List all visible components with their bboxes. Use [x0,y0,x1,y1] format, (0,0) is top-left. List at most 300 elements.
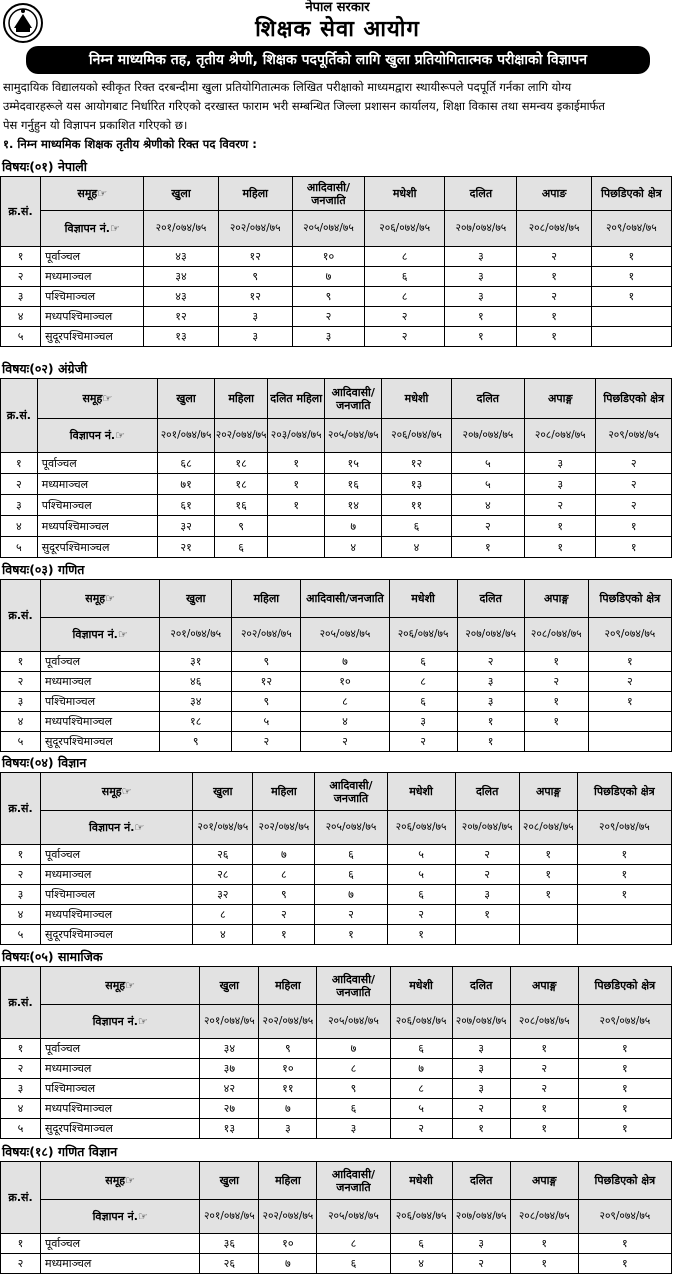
vacancy-count: ८ [389,672,457,692]
vacancy-count [577,905,671,925]
ad-number-row [1,419,672,453]
vacancy-count: ४ [382,537,451,558]
serial-number: १ [1,1039,41,1059]
ad-number: २०२/०७४/७५ [253,811,315,845]
vacancy-count: १ [577,885,671,905]
vacancy-count: १ [578,1099,671,1119]
table-row [1,885,672,905]
vacancy-count: ३ [317,1119,390,1139]
vacancy-count: ३४ [144,267,218,287]
category-header: महिला [215,379,268,419]
vacancy-count: १० [259,1234,317,1254]
vacancy-count: ६ [389,652,457,672]
vacancy-count: २ [455,845,519,865]
vacancy-count: ४३ [144,247,218,267]
ad-number: २०१/०७४/७५ [144,211,218,247]
vacancy-count: ६ [315,865,387,885]
vacancy-count: १ [510,1254,578,1274]
vacancy-count: ४ [193,925,253,945]
ad-number: २०५/०७४/७५ [325,419,382,453]
vacancy-count: २ [452,1254,510,1274]
ad-number-label: विज्ञापन नं.☞ [41,1005,200,1039]
vacancy-count: ९ [215,516,268,537]
vacancy-count: २ [596,495,672,516]
category-header: पिछडिएको क्षेत्र [596,379,672,419]
vacancy-count: २६ [193,845,253,865]
subject-section [0,754,675,945]
vacancy-count: ३ [445,247,517,267]
ad-number: २०६/०७४/७५ [365,211,445,247]
vacancy-count: ६ [390,1039,452,1059]
ad-number: २०७/०७४/७५ [445,211,517,247]
ad-number: २०८/०७४/७५ [519,811,577,845]
page-header [0,0,675,46]
vacancy-count: १ [588,652,671,672]
vacancy-count: ३१ [160,652,232,672]
header-row [1,773,672,811]
ad-number-row [1,1005,672,1039]
vacancy-count: १८ [215,474,268,495]
ad-number: २०९/०७४/७५ [596,419,672,453]
ad-number: २०१/०७४/७५ [160,618,232,652]
header-row [1,580,672,618]
vacancy-count: ३ [525,474,596,495]
region-name: सुदूरपश्चिमाञ्चल [37,537,157,558]
vacancy-count: ३ [457,692,524,712]
ad-number: २०१/०७४/७५ [200,1200,259,1234]
serial-number: ३ [1,495,38,516]
serial-number: २ [1,1059,41,1079]
serial-number: ४ [1,712,41,732]
region-name: मध्यमाञ्चल [41,267,144,287]
serial-number: २ [1,1254,41,1274]
vacancy-count: १२ [144,307,218,327]
serial-number: ४ [1,307,41,327]
region-name: मध्यपश्चिमाञ्चल [37,516,157,537]
subject-section [0,948,675,1139]
vacancy-count: १८ [215,453,268,474]
vacancy-table [0,378,672,558]
vacancy-count: २६ [200,1254,259,1274]
vacancy-count: १ [268,453,325,474]
vacancy-count: ८ [253,865,315,885]
region-name: पश्चिमाञ्चल [41,1079,200,1099]
serial-number: २ [1,865,41,885]
vacancy-count: ६ [382,516,451,537]
vacancy-count: १२ [232,672,301,692]
group-header: समूह☞ [41,1162,200,1200]
vacancy-count: ९ [160,732,232,752]
region-name: पश्चिमाञ्चल [41,885,193,905]
category-header: मधेशी [390,1162,452,1200]
vacancy-count: ४२ [200,1079,259,1099]
region-name: सुदूरपश्चिमाञ्चल [41,1119,200,1139]
region-name: पूर्वाञ्चल [41,1234,200,1254]
serial-number: ५ [1,925,41,945]
category-header: खुला [144,177,218,211]
vacancy-count: ३ [452,1234,510,1254]
category-header: दलित [452,967,510,1005]
vacancy-count: ३ [292,327,364,347]
category-header: दलित [445,177,517,211]
vacancy-count [588,732,671,752]
vacancy-count: ६८ [158,453,215,474]
vacancy-count: ८ [390,1079,452,1099]
vacancy-count: १३ [200,1119,259,1139]
ad-number: २०८/०७४/७५ [510,1005,578,1039]
ad-number: २०१/०७४/७५ [158,419,215,453]
vacancy-count: ५ [232,712,301,732]
vacancy-count: १ [578,1254,671,1274]
vacancy-table [0,1161,672,1274]
vacancy-count: २ [455,865,519,885]
vacancy-count: १६ [215,495,268,516]
serial-number: २ [1,267,41,287]
table-row [1,327,672,347]
table-row [1,1099,672,1119]
vacancy-count: १ [457,732,524,752]
vacancy-count: ३ [457,672,524,692]
vacancy-count: ३ [525,453,596,474]
table-row [1,307,672,327]
ad-number: २०७/०७४/७५ [452,1005,510,1039]
vacancy-count: ६ [390,1234,452,1254]
ad-number: २०३/०७४/७५ [268,419,325,453]
vacancy-count: १ [578,1039,671,1059]
vacancy-count: ६ [215,537,268,558]
serial-number: ५ [1,327,41,347]
vacancy-count: ३६ [200,1234,259,1254]
vacancy-count: ८ [365,287,445,307]
ad-number: २०५/०७४/७५ [317,1005,390,1039]
vacancy-count: १ [525,516,596,537]
subject-title: विषयः(०१) नेपाली [2,159,87,174]
vacancy-count: २ [365,327,445,347]
table-row [1,652,672,672]
subject-title: विषयः(०५) सामाजिक [2,949,103,964]
vacancy-count: ९ [232,692,301,712]
vacancy-count: १ [578,1234,671,1254]
ad-number-row [1,1200,672,1234]
category-header: महिला [259,967,317,1005]
serial-number: ४ [1,516,38,537]
vacancy-count [524,732,588,752]
table-row [1,453,672,474]
vacancy-table [0,579,672,752]
vacancy-count: २ [452,1099,510,1119]
ad-number: २०८/०७४/७५ [510,1200,578,1234]
category-header: आदिवासी/जनजाति [317,1162,390,1200]
ad-number: २०६/०७४/७५ [382,419,451,453]
region-name: सुदूरपश्चिमाञ्चल [41,732,160,752]
region-name: पश्चिमाञ्चल [41,287,144,307]
vacancy-count: १२ [218,287,292,307]
vacancy-count: ४ [301,712,389,732]
vacancy-count: १ [577,845,671,865]
region-name: मध्यपश्चिमाञ्चल [41,712,160,732]
vacancy-count: १ [510,1119,578,1139]
serial-header: क्र.सं. [1,177,41,247]
serial-header: क्र.सं. [1,773,41,845]
subject-section [0,561,675,752]
category-header: आदिवासी/जनजाति [301,580,389,618]
notice-banner: निम्न माध्यमिक तह, तृतीय श्रेणी, शिक्षक पदपूर्तिको लागि खुला प्रतियोगितात्मक परीक्षाको विज्ञापन [26,46,650,74]
table-row [1,474,672,495]
vacancy-count: ११ [259,1079,317,1099]
vacancy-count: ७ [390,1059,452,1079]
vacancy-count: १ [578,1079,671,1099]
category-header: दलित [452,1162,510,1200]
vacancy-count: २ [596,474,672,495]
vacancy-count: ५ [387,865,455,885]
vacancy-count: २७ [200,1099,259,1119]
vacancy-count: ३ [452,1079,510,1099]
vacancy-count: ६ [387,885,455,905]
vacancy-count: ८ [317,1234,390,1254]
table-row [1,537,672,558]
category-header: आदिवासी/जनजाति [325,379,382,419]
vacancy-count: १ [517,267,591,287]
vacancy-count: ६ [315,845,387,865]
ad-number-label: विज्ञापन नं.☞ [41,211,144,247]
ad-number: २०९/०७४/७५ [577,811,671,845]
table-row [1,1079,672,1099]
ad-number: २०७/०७४/७५ [455,811,519,845]
vacancy-count: १ [588,692,671,712]
table-row [1,516,672,537]
group-header: समूह☞ [41,967,200,1005]
table-row [1,845,672,865]
category-header: पिछडिएको क्षेत्र [577,773,671,811]
vacancy-count: ३ [218,327,292,347]
vacancy-count: १२ [218,247,292,267]
vacancy-count: ७ [259,1254,317,1274]
vacancy-count: ७ [325,516,382,537]
vacancy-count: १ [596,537,672,558]
vacancy-count: १ [591,287,671,307]
vacancy-count: ३ [218,307,292,327]
subject-section [0,158,675,347]
category-header: आदिवासी/जनजाति [315,773,387,811]
vacancy-count: १ [577,865,671,885]
serial-header: क्र.सं. [1,967,41,1039]
vacancy-count: ४ [451,495,524,516]
vacancy-count: २ [387,905,455,925]
region-name: मध्यमाञ्चल [37,474,157,495]
category-header: पिछडिएको क्षेत्र [591,177,671,211]
ad-number-label: विज्ञापन नं.☞ [41,811,193,845]
table-row [1,732,672,752]
table-row [1,865,672,885]
vacancy-count: १ [253,925,315,945]
serial-number: ३ [1,287,41,307]
ad-number: २०२/०७४/७५ [215,419,268,453]
intro-line: पेस गर्नुहुन यो विज्ञापन प्रकाशित गरिएको छ। [3,118,188,132]
serial-number: ४ [1,1099,41,1119]
serial-number: ५ [1,537,38,558]
vacancy-count: २ [525,495,596,516]
vacancy-count: २ [365,307,445,327]
category-header: खुला [200,967,259,1005]
intro-line: सामुदायिक विद्यालयको स्वीकृत रिक्त दरबन्दीमा खुला प्रतियोगितात्मक लिखित परीक्षाको माध्यमद्वारा स्थायीरूपले पदपूर्ति गर्नका लागि योग्य [3,80,572,94]
region-name: पूर्वाञ्चल [41,1039,200,1059]
header-row [1,379,672,419]
vacancy-count: १० [301,672,389,692]
vacancy-count: १० [259,1059,317,1079]
vacancy-count: २ [596,453,672,474]
category-header: अपाङ्ग [524,580,588,618]
category-header: महिला [232,580,301,618]
header-row [1,177,672,211]
serial-number: १ [1,453,38,474]
category-header: अपाङ्ग [510,967,578,1005]
vacancy-count: १ [452,1119,510,1139]
vacancy-count: ६ [317,1099,390,1119]
vacancy-count: १२ [382,453,451,474]
subject-section [0,1143,675,1274]
vacancy-count: ३ [389,712,457,732]
vacancy-count: १ [524,712,588,732]
vacancy-count: ५ [390,1099,452,1119]
table-row [1,495,672,516]
category-header: दलित [455,773,519,811]
vacancy-count [591,307,671,327]
ad-number: २०९/०७४/७५ [588,618,671,652]
ad-number: २०५/०७४/७५ [301,618,389,652]
group-header: समूह☞ [41,177,144,211]
vacancy-count: २ [389,732,457,752]
serial-number: ५ [1,732,41,752]
ad-number: २०८/०७४/७५ [517,211,591,247]
table-row [1,247,672,267]
group-header: समूह☞ [37,379,157,419]
vacancy-count: १ [455,905,519,925]
serial-number: २ [1,474,38,495]
ad-number: २०९/०७४/७५ [578,1005,671,1039]
table-row [1,267,672,287]
category-header: मधेशी [365,177,445,211]
vacancy-count: ६ [317,1254,390,1274]
vacancy-count: १ [510,1234,578,1254]
vacancy-count: २ [315,905,387,925]
region-name: मध्यमाञ्चल [41,1059,200,1079]
serial-header: क्र.सं. [1,1162,41,1234]
vacancy-count [519,905,577,925]
serial-number: ५ [1,1119,41,1139]
vacancy-count: ५ [387,845,455,865]
vacancy-count: २ [301,732,389,752]
table-row [1,1254,672,1274]
table-row [1,692,672,712]
vacancy-count: १ [524,692,588,712]
serial-number: ३ [1,692,41,712]
header-row [1,967,672,1005]
region-name: पूर्वाञ्चल [41,652,160,672]
ad-number-row [1,211,672,247]
vacancy-count: ८ [193,905,253,925]
vacancy-count: ४ [325,537,382,558]
vacancy-count: ९ [259,1039,317,1059]
vacancy-count: ९ [292,287,364,307]
vacancy-count: २१ [158,537,215,558]
vacancy-count: २ [517,247,591,267]
vacancy-count: १५ [325,453,382,474]
vacancy-count: १ [445,327,517,347]
vacancy-count: १ [517,327,591,347]
table-row [1,712,672,732]
ad-number: २०६/०७४/७५ [387,811,455,845]
vacancy-count: ३ [445,267,517,287]
vacancy-table [0,176,672,347]
serial-number: ४ [1,905,41,925]
vacancy-count [591,327,671,347]
vacancy-count: २ [253,905,315,925]
category-header: अपाङ [517,177,591,211]
region-name: मध्यपश्चिमाञ्चल [41,307,144,327]
government-name: नेपाल सरकार [305,0,370,15]
vacancy-count: ४३ [144,287,218,307]
vacancy-count: २ [390,1119,452,1139]
vacancy-count: ३२ [193,885,253,905]
ad-number: २०६/०७४/७५ [389,618,457,652]
serial-number: १ [1,845,41,865]
vacancy-count: १ [451,537,524,558]
table-row [1,905,672,925]
intro-paragraph [3,78,671,154]
category-header: खुला [200,1162,259,1200]
vacancy-table [0,772,672,945]
category-header: आदिवासी/जनजाति [292,177,364,211]
vacancy-count [268,516,325,537]
ad-number: २०६/०७४/७५ [390,1200,452,1234]
serial-number: ३ [1,885,41,905]
vacancy-count: ८ [301,692,389,712]
table-row [1,672,672,692]
category-header: दलित [451,379,524,419]
vacancy-count: १ [517,307,591,327]
ad-number: २०२/०७४/७५ [232,618,301,652]
table-row [1,1039,672,1059]
category-header: मधेशी [387,773,455,811]
vacancy-count: ५ [451,453,524,474]
category-header: अपाङ्ग [525,379,596,419]
vacancy-count: ९ [253,885,315,905]
ad-number: २०२/०७४/७५ [259,1200,317,1234]
vacancy-count: १ [519,845,577,865]
ad-number: २०५/०७४/७५ [315,811,387,845]
subject-title: विषयः(०३) गणित [2,562,85,577]
vacancy-count [588,712,671,732]
ad-number-label: विज्ञापन नं.☞ [37,419,157,453]
vacancy-count: २ [517,287,591,307]
region-name: पश्चिमाञ्चल [41,692,160,712]
table-row [1,1234,672,1254]
vacancy-count: १ [578,1059,671,1079]
region-name: पश्चिमाञ्चल [37,495,157,516]
vacancy-count [519,925,577,945]
category-header: खुला [193,773,253,811]
vacancy-count: ३७ [200,1059,259,1079]
category-header: आदिवासी/जनजाति [317,967,390,1005]
table-row [1,1119,672,1139]
vacancy-count: ३ [452,1059,510,1079]
vacancy-count: ९ [232,652,301,672]
vacancy-count: ११ [382,495,451,516]
vacancy-count: ५ [451,474,524,495]
ad-number: २०८/०७४/७५ [525,419,596,453]
vacancy-count: ८ [317,1059,390,1079]
ad-number-label: विज्ञापन नं.☞ [41,618,160,652]
